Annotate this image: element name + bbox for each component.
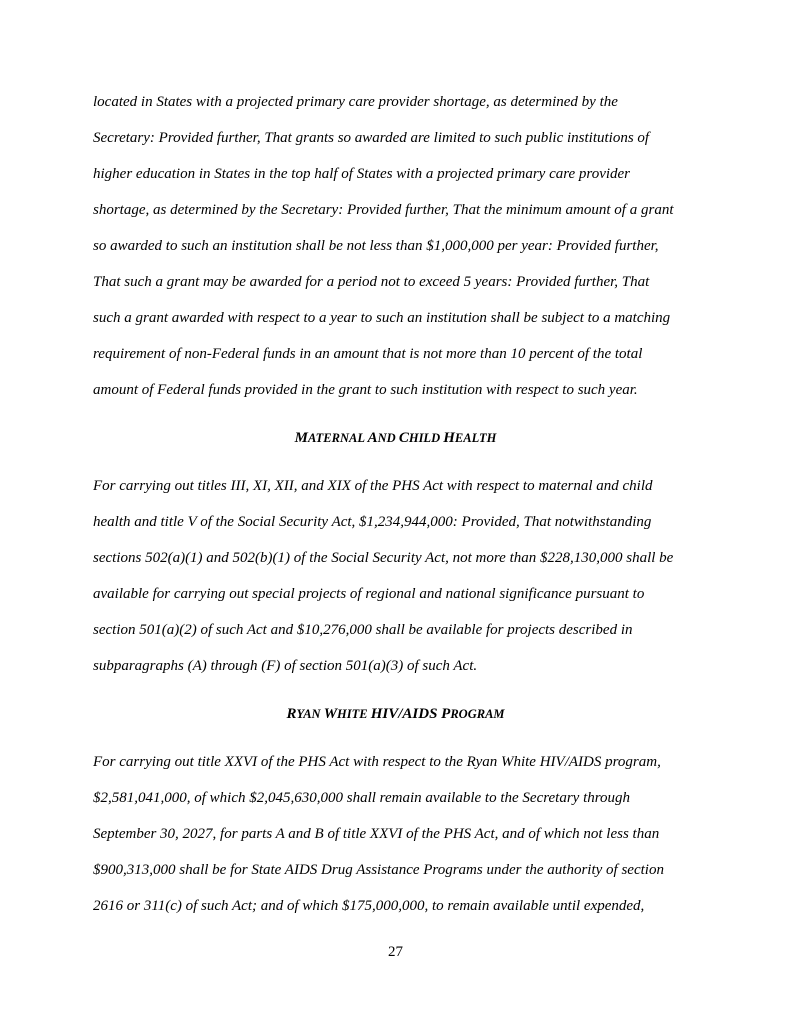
text-line: higher education in States in the top half of States with a projected primary care provider: [93, 166, 631, 182]
heading-part: EALTH: [454, 431, 497, 445]
text-line: For carrying out titles III, XI, XII, and XIX of the PHS Act with respect to maternal and child: [93, 478, 653, 494]
heading-part: ND: [377, 431, 399, 445]
text-line: For carrying out title XXVI of the PHS Act with respect to the Ryan White HIV/AIDS program,: [93, 754, 661, 770]
text-line: $2,581,041,000, of which $2,045,630,000 shall remain available to the Secretary through: [93, 790, 631, 806]
heading-part: C: [398, 430, 409, 446]
text-line: section 501(a)(2) of such Act and $10,276,000 shall be available for projects described in: [93, 622, 633, 638]
text-line: health and title V of the Social Security Act, $1,234,944,000: Provided, That notwithstanding: [93, 514, 652, 530]
heading-part: A: [367, 430, 378, 446]
section-heading-ryan-white: [0, 705, 791, 723]
heading-part: W: [323, 706, 338, 722]
text-line: 2616 or 311(c) of such Act; and of which $175,000,000, to remain available until expended,: [93, 898, 645, 914]
text-line: shortage, as determined by the Secretary: Provided further, That the minimum amount of a grant: [93, 202, 674, 218]
heading-part: P: [441, 706, 451, 722]
heading-part: M: [294, 430, 308, 446]
heading-part: R: [286, 706, 297, 722]
text-line: Secretary: Provided further, That grants so awarded are limited to such public institutions of: [93, 130, 650, 146]
text-line: available for carrying out special projects of regional and national significance pursuant to: [93, 586, 645, 602]
heading-part: H: [443, 430, 455, 446]
section-heading-maternal-child-health: [0, 429, 791, 447]
text-line: such a grant awarded with respect to a year to such an institution shall be subject to a matching: [93, 310, 671, 326]
heading-part: YAN: [296, 707, 324, 721]
text-line: amount of Federal funds provided in the grant to such institution with respect to such year.: [93, 382, 638, 398]
text-line: requirement of non-Federal funds in an amount that is not more than 10 percent of the total: [93, 346, 643, 362]
page-number: 27: [388, 944, 403, 960]
text-line: subparagraphs (A) through (F) of section 501(a)(3) of such Act.: [93, 658, 478, 674]
text-line: located in States with a projected primary care provider shortage, as determined by the: [93, 94, 618, 110]
heading-part: HITE: [337, 707, 371, 721]
text-line: That such a grant may be awarded for a period not to exceed 5 years: Provided further, That: [93, 274, 650, 290]
heading-part: HIV/AIDS: [370, 706, 442, 722]
text-line: $900,313,000 shall be for State AIDS Drug Assistance Programs under the authority of section: [93, 862, 664, 878]
heading-part: ATERNAL: [308, 431, 368, 445]
text-line: September 30, 2027, for parts A and B of title XXVI of the PHS Act, and of which not less than: [93, 826, 660, 842]
heading-part: ROGRAM: [450, 707, 505, 721]
heading-part: HILD: [408, 431, 444, 445]
text-line: sections 502(a)(1) and 502(b)(1) of the Social Security Act, not more than $228,130,000 shall be: [93, 550, 674, 566]
text-line: so awarded to such an institution shall be not less than $1,000,000 per year: Provided further,: [93, 238, 659, 254]
